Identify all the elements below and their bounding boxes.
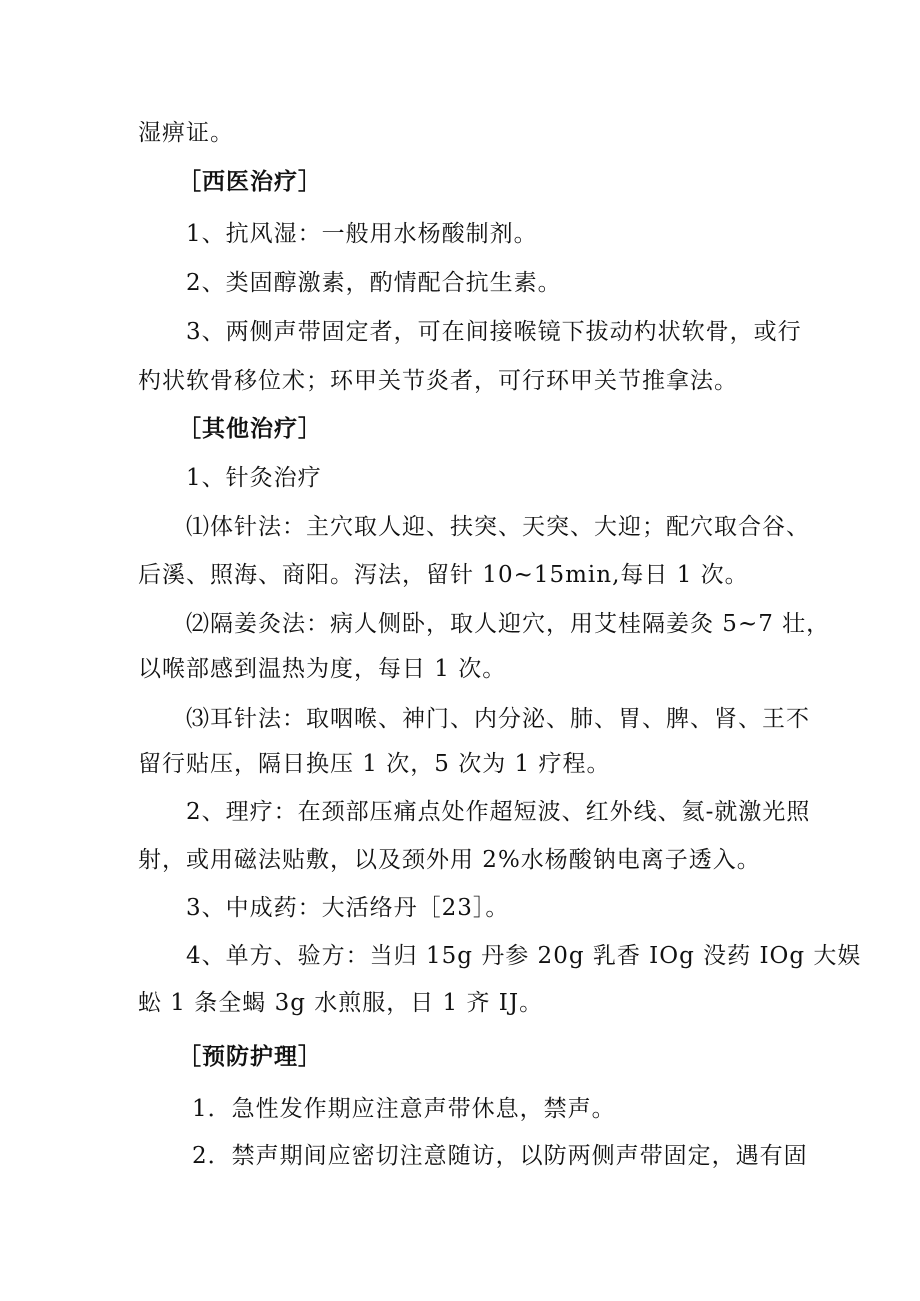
- list-item: 2．禁声期间应密切注意随访，以防两侧声带固定，遇有固: [192, 1143, 808, 1169]
- paragraph-line: 杓状软骨移位术；环甲关节炎者，可行环甲关节推拿法。: [138, 368, 738, 394]
- paragraph-line: 湿痹证。: [138, 120, 234, 146]
- sub-item: ⑴体针法：主穴取人迎、扶突、天突、大迎；配穴取合谷、: [186, 514, 810, 540]
- section-heading-western-treatment: ［西医治疗］: [178, 168, 322, 195]
- sub-item: ⑶耳针法：取咽喉、神门、内分泌、肺、胃、脾、肾、王不: [186, 706, 810, 732]
- section-heading-other-treatment: ［其他治疗］: [178, 415, 322, 442]
- list-item: 2、理疗：在颈部压痛点处作超短波、红外线、氦-就激光照: [186, 799, 811, 825]
- list-item: 3、两侧声带固定者，可在间接喉镜下拔动杓状软骨，或行: [186, 319, 802, 345]
- list-item: 1、针灸治疗: [186, 465, 322, 491]
- paragraph-line: 留行贴压，隔日换压 1 次，5 次为 1 疗程。: [138, 751, 611, 777]
- paragraph-line: 射，或用磁法贴敷，以及颈外用 2%水杨酸钠电离子透入。: [138, 847, 761, 873]
- list-item: 2、类固醇激素，酌情配合抗生素。: [186, 270, 562, 296]
- sub-item: ⑵隔姜灸法：病人侧卧，取人迎穴，用艾桂隔姜灸 5~7 壮，: [186, 611, 831, 637]
- section-heading-prevention-care: ［预防护理］: [178, 1043, 322, 1070]
- list-item: 4、单方、验方：当归 15g 丹参 20g 乳香 IOg 没药 IOg 大娱: [186, 943, 862, 969]
- list-item: 1、抗风湿：一般用水杨酸制剂。: [186, 221, 538, 247]
- paragraph-line: 蚣 1 条全蝎 3g 水煎服，日 1 齐 IJ。: [138, 990, 544, 1016]
- paragraph-line: 后溪、照海、商阳。泻法，留针 10~15min,每日 1 次。: [138, 562, 749, 588]
- list-item: 1．急性发作期应注意声带休息，禁声。: [192, 1096, 616, 1122]
- paragraph-line: 以喉部感到温热为度，每日 1 次。: [138, 656, 507, 682]
- list-item: 3、中成药：大活络丹［23］。: [186, 895, 510, 921]
